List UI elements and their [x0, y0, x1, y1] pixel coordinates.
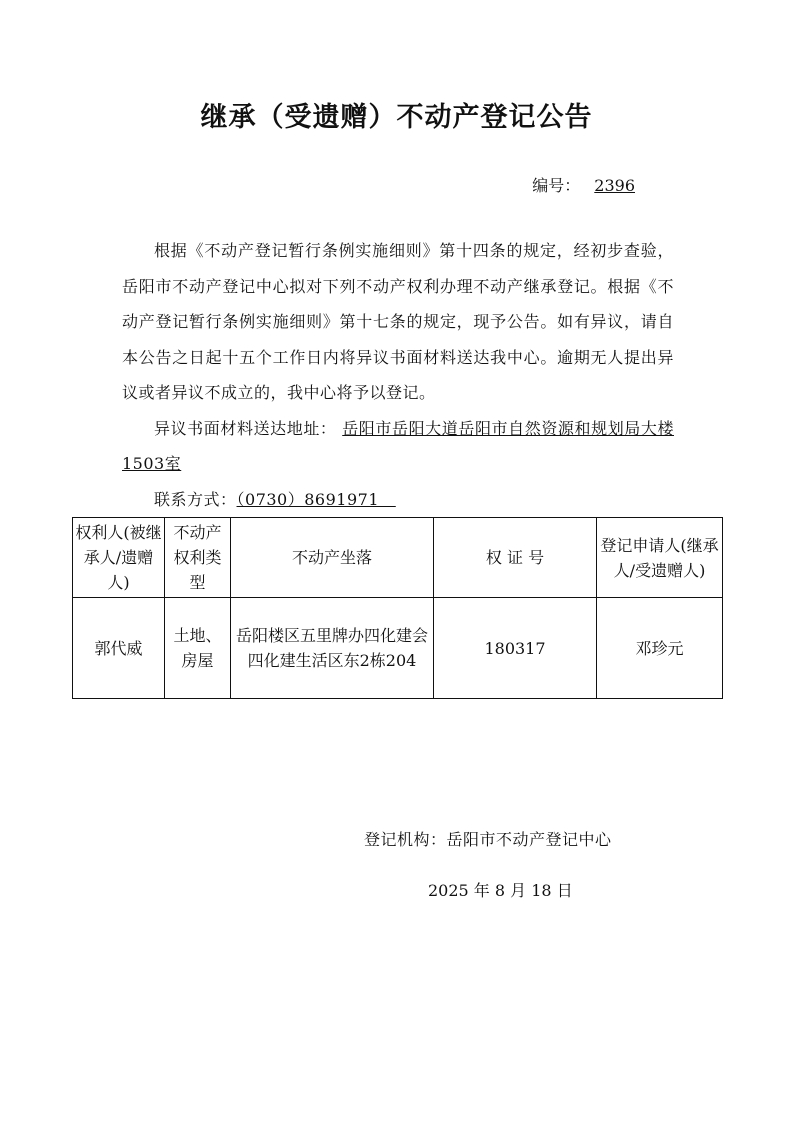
header-cert-no: 权 证 号 [434, 518, 597, 598]
notice-body [122, 233, 674, 517]
serial-label: 编号： [532, 176, 581, 195]
cell-applicant: 邓珍元 [597, 598, 723, 699]
registration-table [72, 517, 723, 699]
registration-authority [364, 827, 612, 850]
header-holder: 权利人(被继承人/遗赠人) [73, 518, 165, 598]
address-label: 异议书面材料送达地址： [154, 418, 337, 438]
contact-label: 联系方式： [154, 489, 237, 509]
objection-address [122, 411, 674, 482]
header-applicant: 登记申请人(继承人/受遗赠人) [597, 518, 723, 598]
serial-number [532, 173, 635, 196]
cell-right-type: 土地、房屋 [165, 598, 231, 699]
cell-location: 岳阳楼区五里牌办四化建会四化建生活区东2栋204 [231, 598, 434, 699]
notice-paragraph: 根据《不动产登记暂行条例实施细则》第十四条的规定，经初步查验，岳阳市不动产登记中心拟对下列不动产权利办理不动产继承登记。根据《不动产登记暂行条例实施细则》第十七条的规定，现予公告。如有异议，请自本公告之日起十五个工作日内将异议书面材料送达我中心。逾期无人提出异议或者异议不成立的，我中心将予以登记。 [122, 241, 674, 402]
authority-label: 登记机构： [364, 830, 447, 849]
cell-holder: 郭代威 [73, 598, 165, 699]
authority-value: 岳阳市不动产登记中心 [446, 830, 612, 849]
notice-date: 2025 年 8 月 18 日 [428, 881, 573, 900]
contact-value: （0730）8691971 [236, 489, 379, 509]
contact-line [122, 482, 674, 518]
header-location: 不动产坐落 [231, 518, 434, 598]
notice-title: 继承（受遗赠）不动产登记公告 [200, 102, 593, 133]
table-header-row [73, 518, 723, 598]
cell-cert-no: 180317 [434, 598, 597, 699]
header-right-type: 不动产权利类型 [165, 518, 231, 598]
address-value: 岳阳市岳阳大道岳阳市自然资源和规划局大楼1503室 [122, 418, 674, 473]
serial-value: 2396 [594, 176, 635, 195]
table-row [73, 598, 723, 699]
